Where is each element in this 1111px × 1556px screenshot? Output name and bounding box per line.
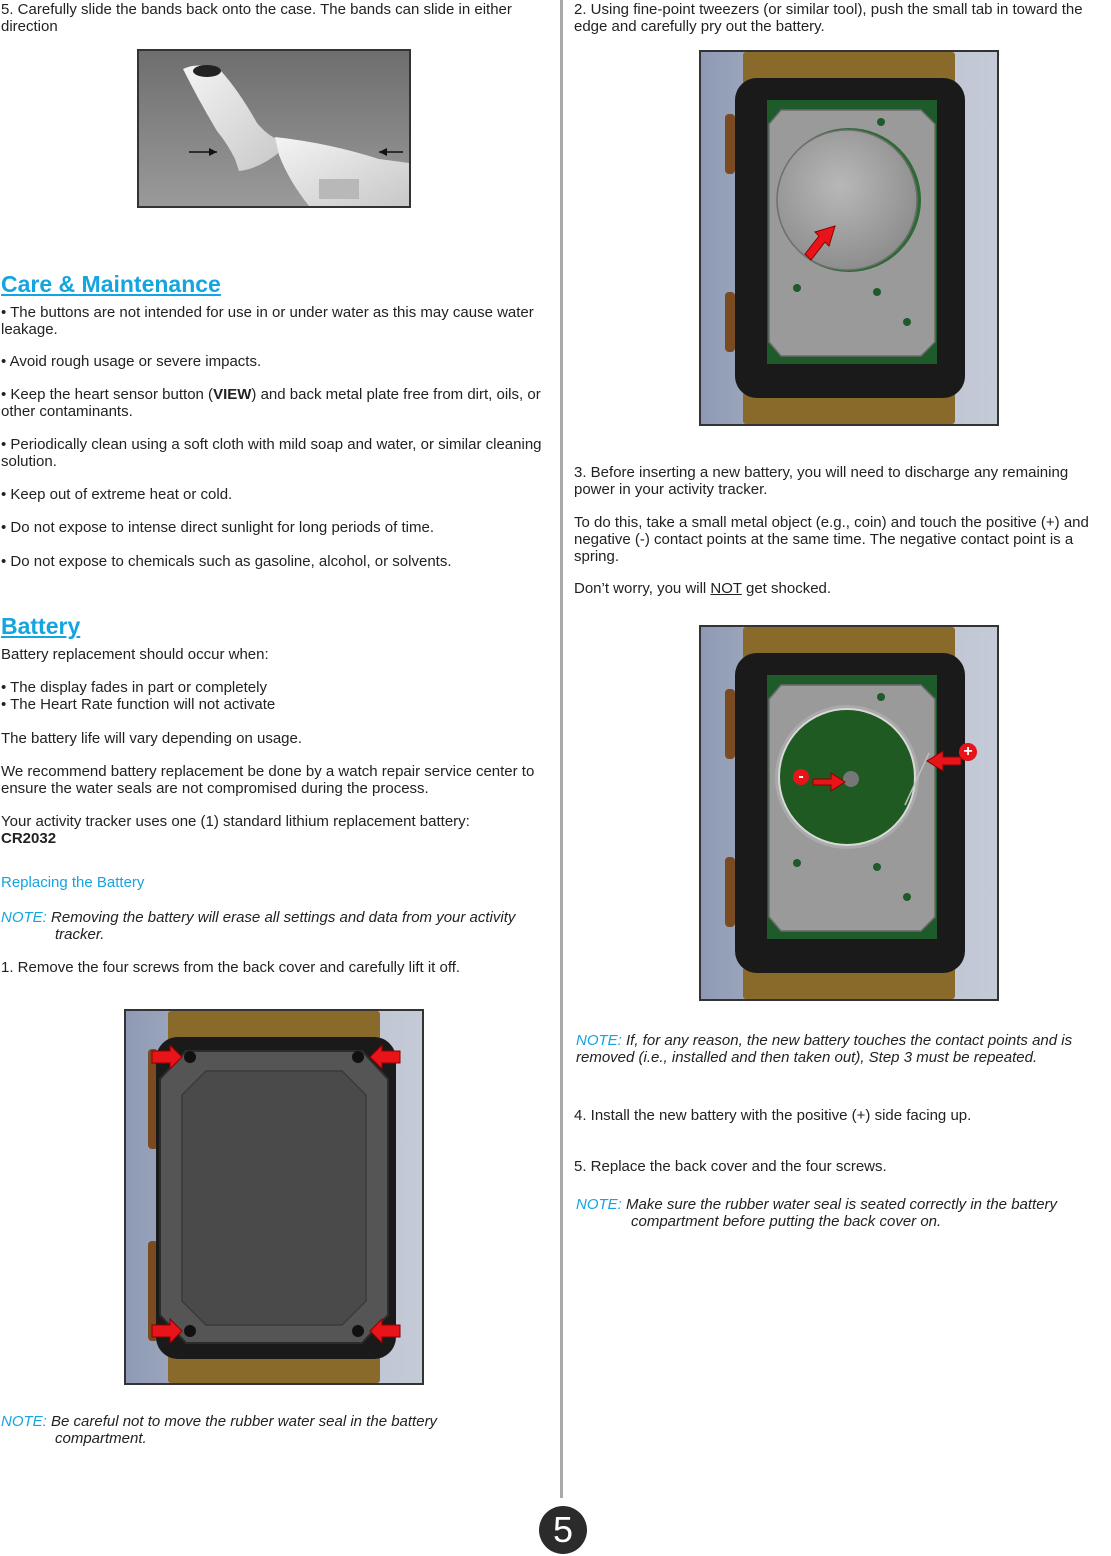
battery-condition-heartrate: • The Heart Rate function will not activate — [1, 696, 276, 713]
step5-intro-text: 5. Carefully slide the bands back onto the case. The bands can slide in either direction — [1, 1, 512, 35]
care-bullet-chemicals: • Do not expose to chemicals such as gasoline, alcohol, or solvents. — [1, 553, 452, 570]
column-divider — [560, 0, 563, 1498]
battery-condition-display: • The display fades in part or completely — [1, 679, 267, 696]
note-repeat-step3: NOTE: If, for any reason, the new battery touches the contact points and is removed (i.e., installed and then taken out), Step 3 must be repeated. — [576, 1032, 1073, 1066]
contact-points-photo — [699, 625, 999, 1001]
no-shock-text: Don’t worry, you will NOT get shocked. — [574, 580, 832, 597]
care-maintenance-heading: Care & Maintenance — [1, 271, 221, 297]
note-seal-seated: NOTE: Make sure the rubber water seal is seated correctly in the battery compartment before putting the back cover on. — [576, 1196, 1058, 1230]
battery-model: CR2032 — [1, 830, 57, 847]
note-label: NOTE: — [1, 909, 47, 926]
battery-heading: Battery — [1, 613, 81, 639]
care-bullet-clean: • Periodically clean using a soft cloth with mild soap and water, or similar cleaning solution. — [1, 436, 542, 470]
care-bullet-impacts: • Avoid rough usage or severe impacts. — [1, 353, 262, 370]
care-bullet-water: • The buttons are not intended for use in or under water as this may cause water leakage. — [1, 304, 534, 338]
battery-removal-photo — [699, 50, 999, 426]
battery-life-text: The battery life will vary depending on usage. — [1, 730, 303, 747]
battery-intro: Battery replacement should occur when: — [1, 646, 269, 663]
battery-uses-text: Your activity tracker uses one (1) standard lithium replacement battery: — [1, 813, 470, 830]
page-number: 5 — [539, 1506, 587, 1554]
positive-contact-badge: + — [959, 743, 977, 761]
step5-text: 5. Replace the back cover and the four screws. — [574, 1158, 887, 1175]
note-erase-settings: NOTE: Removing the battery will erase all settings and data from your activity tracker. — [1, 909, 516, 943]
step1-text: 1. Remove the four screws from the back cover and carefully lift it off. — [1, 959, 461, 976]
step2-text: 2. Using fine-point tweezers (or similar tool), push the small tab in toward the edge and carefully pry out the battery. — [574, 1, 1083, 35]
care-bullet-sunlight: • Do not expose to intense direct sunlight for long periods of time. — [1, 519, 434, 536]
care-bullet-sensor: • Keep the heart sensor button (VIEW) and back metal plate free from dirt, oils, or other contaminants. — [1, 386, 541, 420]
step3-text: 3. Before inserting a new battery, you will need to discharge any remaining power in your activity tracker. — [574, 464, 1069, 498]
back-cover-photo — [124, 1009, 424, 1385]
step4-text: 4. Install the new battery with the positive (+) side facing up. — [574, 1107, 972, 1124]
battery-recommend-text: We recommend battery replacement be done by a watch repair service center to ensure the water seals are not compromised during the process. — [1, 763, 535, 797]
band-slide-photo — [137, 49, 411, 208]
note-water-seal: NOTE: Be careful not to move the rubber water seal in the battery compartment. — [1, 1413, 438, 1447]
step3-how-text: To do this, take a small metal object (e.g., coin) and touch the positive (+) and negative (-) contact points at the same time. The negative contact point is a spring. — [574, 514, 1089, 565]
replacing-battery-subheading: Replacing the Battery — [1, 874, 145, 891]
negative-contact-badge: - — [793, 769, 809, 785]
care-bullet-heat: • Keep out of extreme heat or cold. — [1, 486, 233, 503]
